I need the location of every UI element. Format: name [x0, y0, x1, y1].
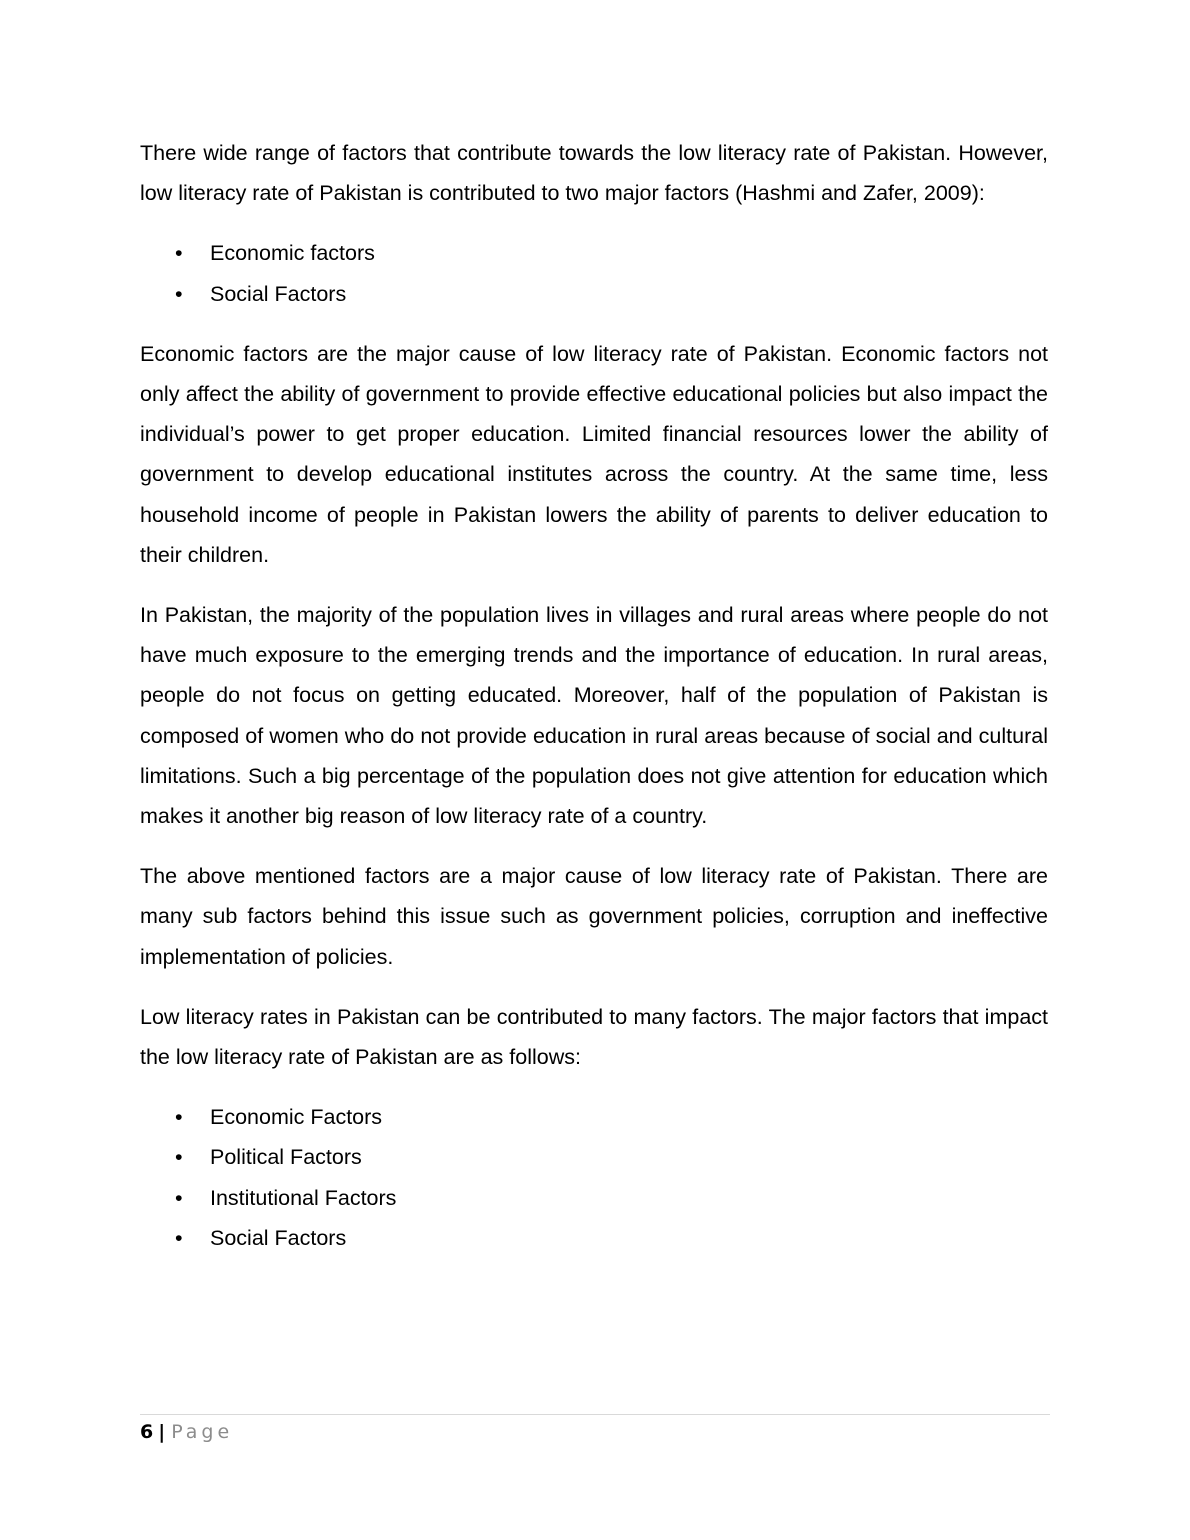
- list-item-label: Economic Factors: [210, 1105, 383, 1130]
- bullet-icon: •: [175, 1105, 183, 1130]
- social-factors-paragraph: In Pakistan, the majority of the population lives in villages and rural areas where people do not have much exposure to the emerging trends and the importance of education. In rural areas, people do not focus on getting educated. Moreover, half of the population of Pakistan is composed of women who do not provide education in rural areas because of social and cultural limitations. Such a big percentage of the population does not give attention for education which makes it another big reason of low literacy rate of a country.: [140, 603, 1048, 829]
- bullet-icon: •: [175, 281, 183, 306]
- list-item: [140, 1218, 1048, 1258]
- bullet-list-all-factors: [140, 1097, 1048, 1258]
- bullet-icon: •: [175, 241, 183, 266]
- summary-paragraph: The above mentioned factors are a major cause of low literacy rate of Pakistan. There are many sub factors behind this issue such as government policies, corruption and ineffective implementation of policies.: [140, 864, 1048, 969]
- bullet-list-major-factors: [140, 233, 1048, 313]
- list-item-label: Social Factors: [210, 1225, 347, 1250]
- bullet-icon: •: [175, 1185, 183, 1210]
- bullet-icon: •: [175, 1145, 183, 1170]
- list-item: [140, 233, 1048, 273]
- page-number: 6: [140, 1421, 154, 1443]
- page-label: Page: [171, 1421, 234, 1443]
- list-item: [140, 1137, 1048, 1177]
- intro-paragraph: There wide range of factors that contribute towards the low literacy rate of Pakistan. However, low literacy rate of Pakistan is contributed to two major factors (Hashmi and Zafer, 2009):: [140, 141, 1048, 206]
- list-item: [140, 1178, 1048, 1218]
- list-intro-paragraph: Low literacy rates in Pakistan can be contributed to many factors. The major factors that impact the low literacy rate of Pakistan are as follows:: [140, 1004, 1048, 1070]
- bullet-icon: •: [175, 1225, 183, 1250]
- list-item: [140, 274, 1048, 314]
- economic-factors-paragraph: Economic factors are the major cause of low literacy rate of Pakistan. Economic factors not only affect the ability of government to provide effective educational policies but also impact the individual’s power to get proper education. Limited financial resources lower the ability of government to develop educational institutes across the country. At the same time, less household income of people in Pakistan lowers the ability of parents to deliver education to their children.: [140, 341, 1048, 567]
- page-content: [140, 133, 1048, 1278]
- list-item-label: Institutional Factors: [210, 1185, 397, 1210]
- footer-separator: |: [158, 1421, 166, 1443]
- list-item-label: Economic factors: [210, 241, 375, 266]
- list-item-label: Social Factors: [210, 281, 347, 306]
- list-item-label: Political Factors: [210, 1145, 362, 1170]
- list-item: [140, 1097, 1048, 1137]
- page-footer: [140, 1414, 1050, 1445]
